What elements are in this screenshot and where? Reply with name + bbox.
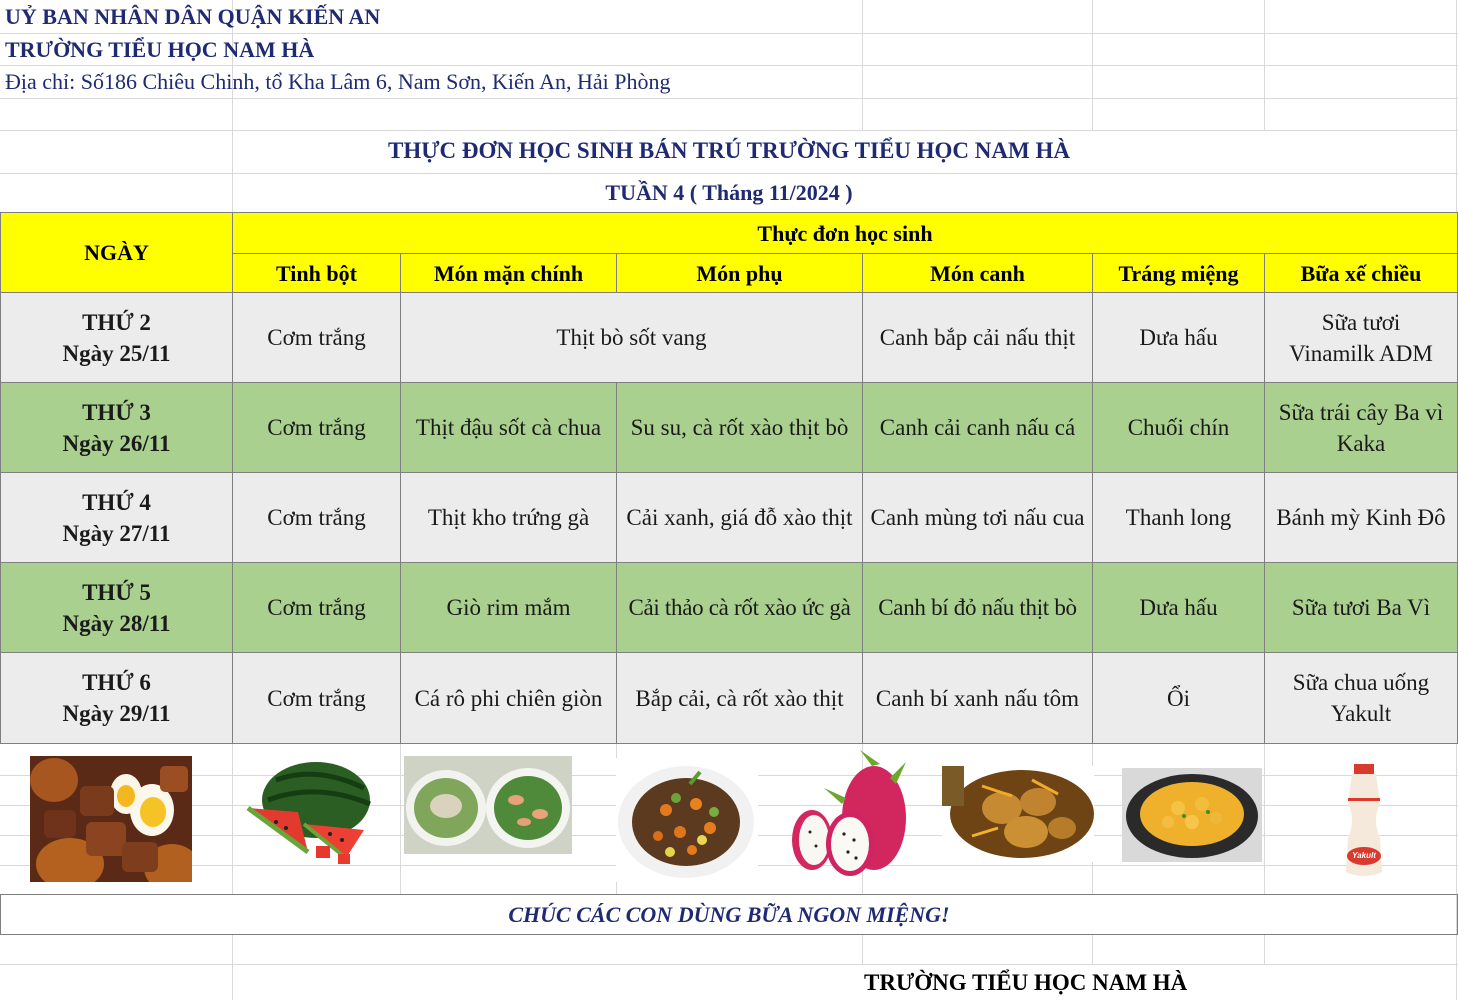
authority-name: UỶ BAN NHÂN DÂN QUẬN KIẾN AN [5, 4, 381, 29]
soup-cell: Canh bắp cải nấu thịt [862, 292, 1093, 383]
yakult-brand-label: Yakult [1352, 851, 1376, 860]
snack-cell: Sữa trái cây Ba vì Kaka [1264, 382, 1458, 473]
dessert-cell: Chuối chín [1092, 382, 1265, 473]
snack-cell: Bánh mỳ Kinh Đô [1264, 472, 1458, 563]
starch-cell: Cơm trắng [232, 562, 401, 653]
soup-cell: Canh bí xanh nấu tôm [862, 652, 1093, 744]
starch-cell: Cơm trắng [232, 652, 401, 744]
side-dish-cell: Cải xanh, giá đỗ xào thịt [616, 472, 863, 563]
main-dish-cell: Thịt kho trứng gà [400, 472, 617, 563]
weekday-label: THỨ 2 [82, 309, 151, 335]
side-dish-cell: Su su, cà rốt xào thịt bò [616, 382, 863, 473]
col-header-starch: Tinh bột [232, 253, 401, 293]
table-row-day [0, 562, 233, 653]
weekday-label: THỨ 6 [82, 670, 151, 695]
dessert-cell: Thanh long [1092, 472, 1265, 563]
school-name: TRƯỜNG TIỂU HỌC NAM HÀ [5, 37, 315, 62]
table-row-day [0, 652, 233, 744]
yakult-bottle-photo [1338, 764, 1390, 880]
braised-pork-egg-photo [30, 756, 192, 888]
vegetable-soup-photo [404, 756, 572, 854]
table-row-day [0, 472, 233, 563]
weekday-label: THỨ 3 [82, 399, 151, 425]
footer-message: CHÚC CÁC CON DÙNG BỮA NGON MIỆNG! [508, 902, 950, 927]
stir-fried-vegetables-photo [616, 758, 758, 882]
col-header-dessert: Tráng miệng [1092, 253, 1265, 293]
dessert-cell: Dưa hấu [1092, 562, 1265, 653]
menu-title: THỰC ĐƠN HỌC SINH BÁN TRÚ TRƯỜNG TIỂU HỌC NAM HÀ [388, 138, 1070, 163]
starch-cell: Cơm trắng [232, 382, 401, 473]
soup-cell: Canh mùng tơi nấu cua [862, 472, 1093, 563]
dessert-cell: Dưa hấu [1092, 292, 1265, 383]
weekday-label: THỨ 5 [82, 579, 151, 605]
dragon-fruit-photo [790, 748, 912, 878]
date-label: Ngày 25/11 [62, 340, 171, 366]
pumpkin-soup-photo [1122, 768, 1262, 862]
dessert-cell: Ổi [1092, 652, 1265, 744]
main-dish-merged-cell: Thịt bò sốt vang [400, 292, 863, 383]
signature-school-name: TRƯỜNG TIỂU HỌC NAM HÀ [864, 970, 1188, 995]
col-header-snack: Bữa xế chiều [1264, 253, 1458, 293]
snack-cell: Sữa chua uống Yakult [1264, 652, 1458, 744]
starch-cell: Cơm trắng [232, 472, 401, 563]
watermelon-photo [246, 760, 376, 870]
table-row-day [0, 292, 233, 383]
col-header-side: Món phụ [616, 253, 863, 293]
soup-cell: Canh bí đỏ nấu thịt bò [862, 562, 1093, 653]
menu-group-header: Thực đơn học sinh [232, 212, 1458, 254]
starch-cell: Cơm trắng [232, 292, 401, 383]
col-header-main: Món mặn chính [400, 253, 617, 293]
braised-chicken-photo [942, 766, 1094, 862]
table-row-day [0, 382, 233, 473]
main-dish-cell: Thịt đậu sốt cà chua [400, 382, 617, 473]
side-dish-cell: Cải thảo cà rốt xào ức gà [616, 562, 863, 653]
date-label: Ngày 27/11 [62, 520, 171, 546]
snack-cell: Sữa tươi Vinamilk ADM [1264, 292, 1458, 383]
day-header: NGÀY [0, 212, 233, 293]
date-label: Ngày 28/11 [62, 610, 171, 636]
col-header-soup: Món canh [862, 253, 1093, 293]
side-dish-cell: Bắp cải, cà rốt xào thịt [616, 652, 863, 744]
week-subtitle: TUẦN 4 ( Tháng 11/2024 ) [605, 180, 853, 205]
snack-cell: Sữa tươi Ba Vì [1264, 562, 1458, 653]
main-dish-cell: Giò rim mắm [400, 562, 617, 653]
weekday-label: THỨ 4 [82, 489, 151, 515]
main-dish-cell: Cá rô phi chiên giòn [400, 652, 617, 744]
school-address: Địa chỉ: Số186 Chiêu Chinh, tổ Kha Lâm 6, Nam Sơn, Kiến An, Hải Phòng [5, 69, 671, 94]
soup-cell: Canh cải canh nấu cá [862, 382, 1093, 473]
date-label: Ngày 29/11 [62, 701, 171, 726]
date-label: Ngày 26/11 [62, 430, 171, 456]
